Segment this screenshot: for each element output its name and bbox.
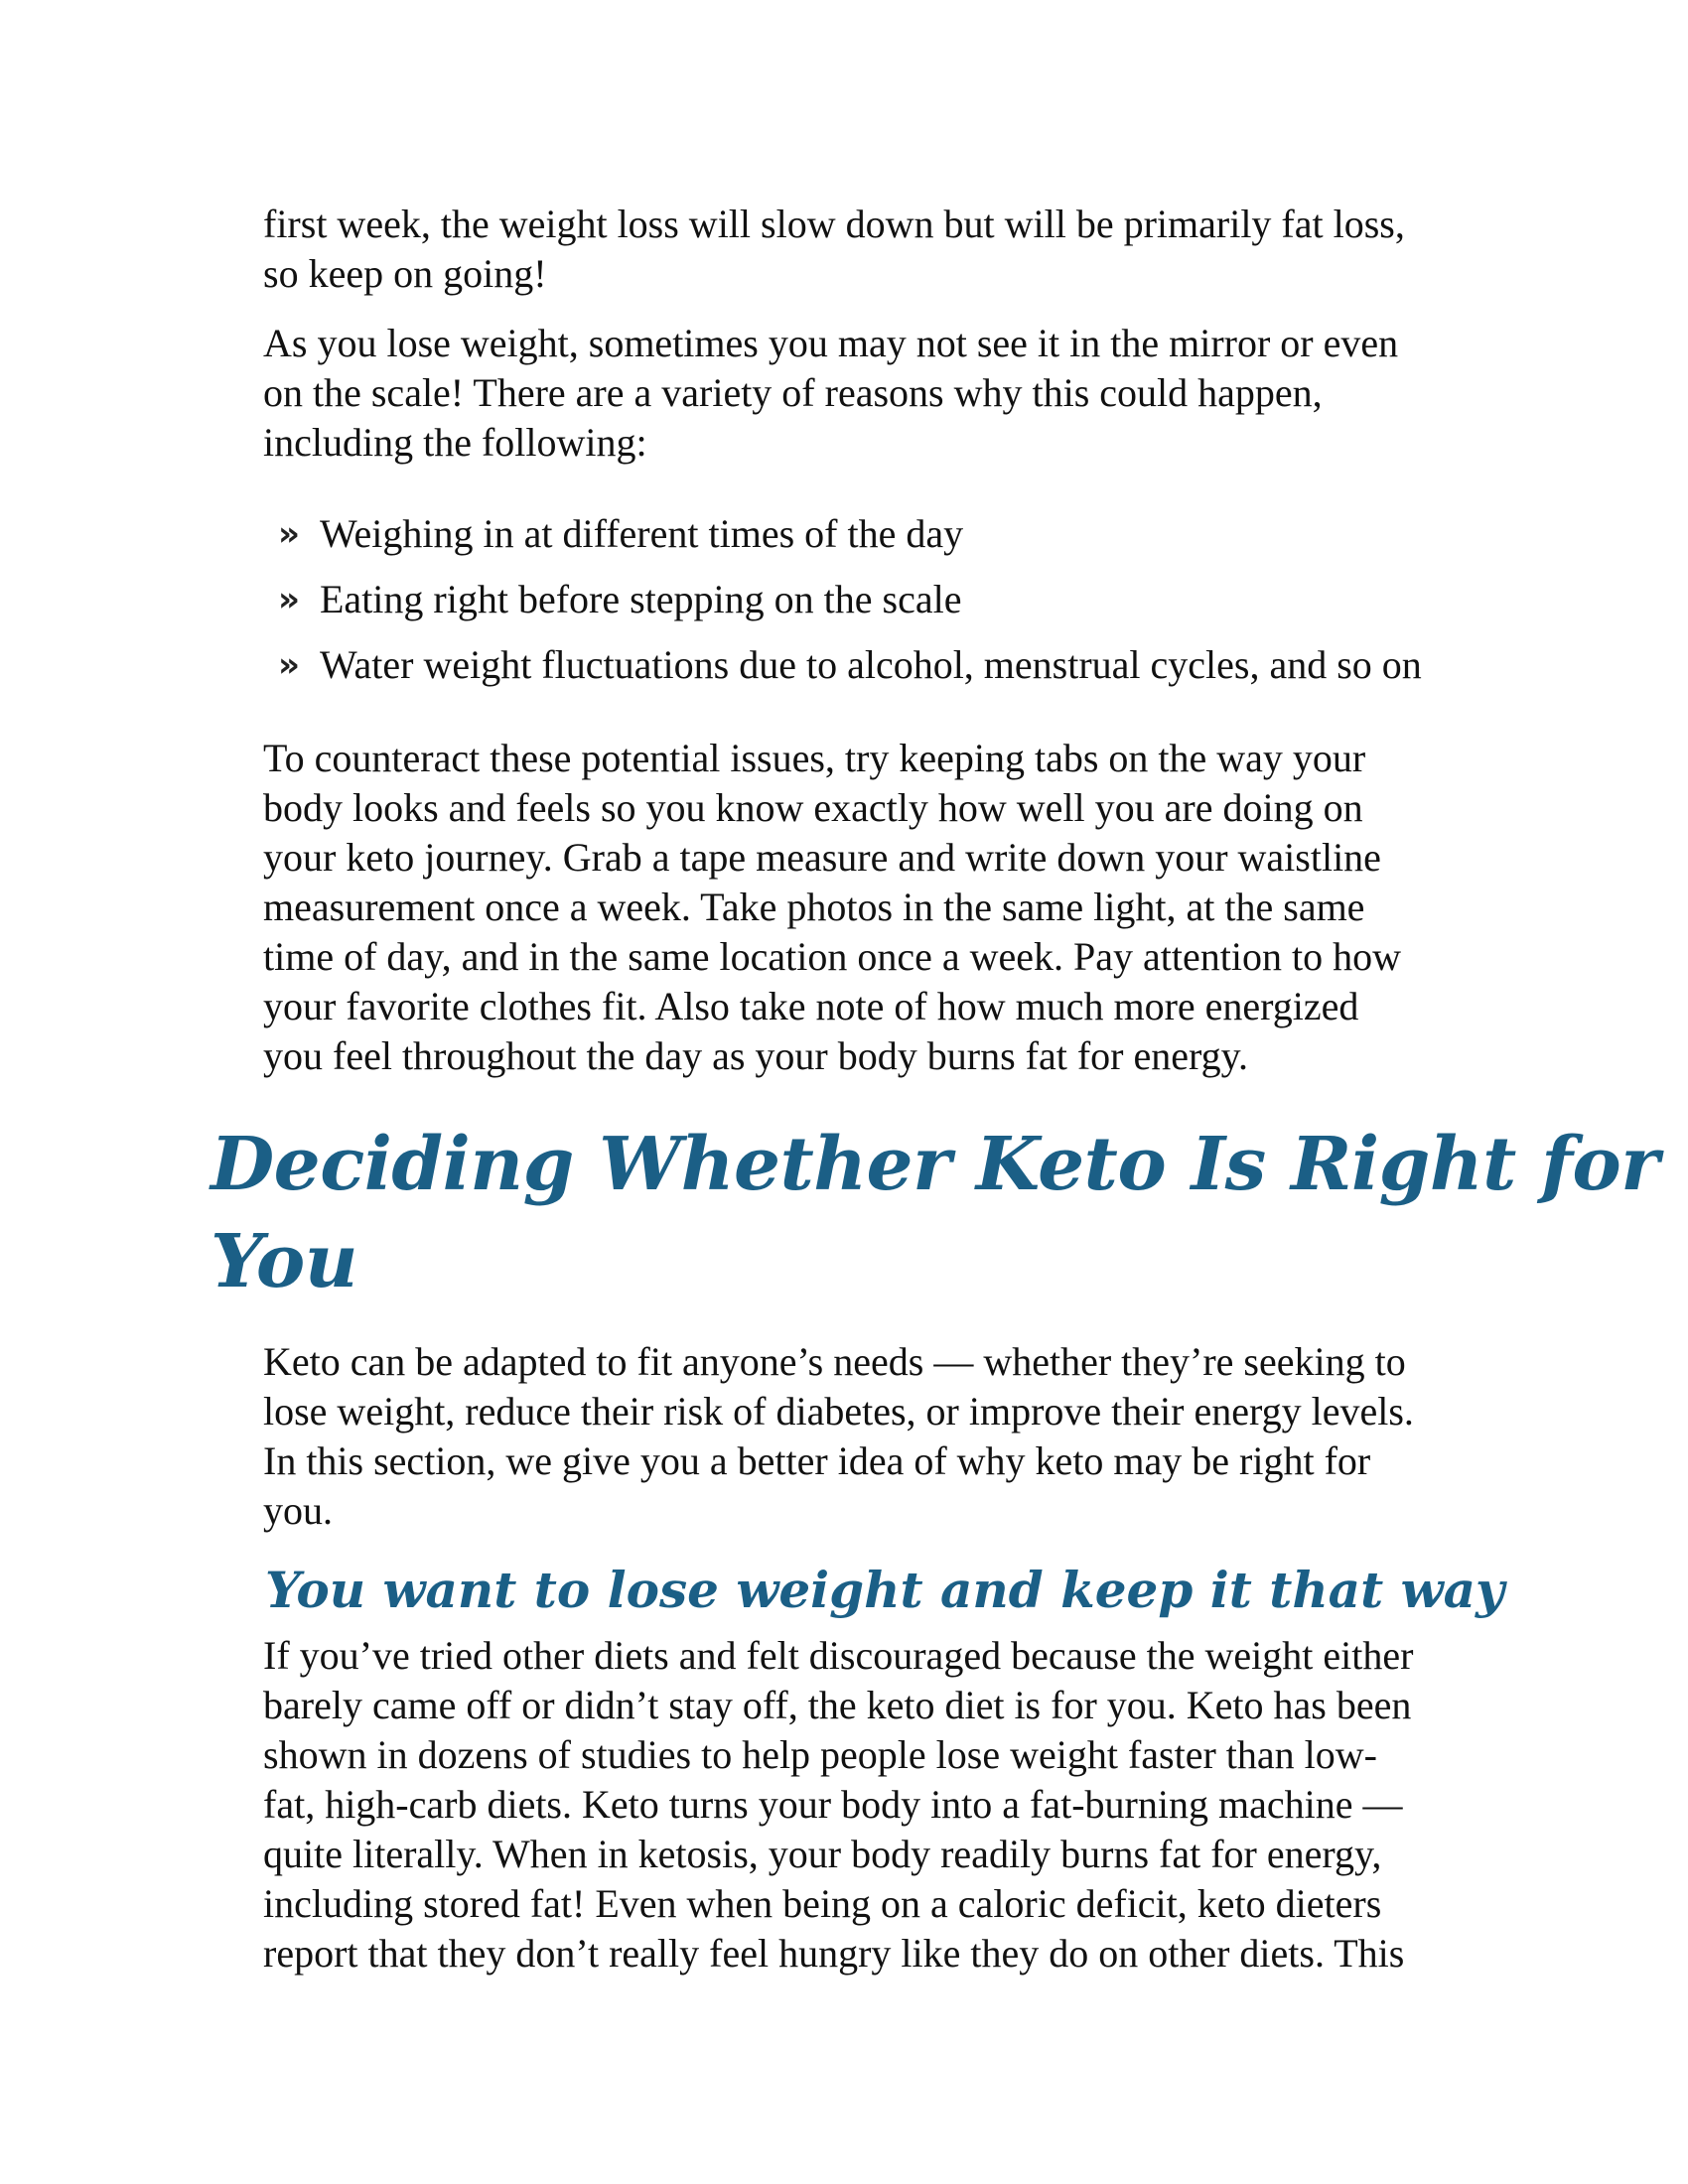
text-line: including the following:: [263, 420, 647, 465]
double-chevron-right-icon: ››: [278, 580, 295, 619]
text-line: body looks and feels so you know exactly how well you are doing on: [263, 785, 1363, 830]
list-item-text: Water weight fluctuations due to alcohol, menstrual cycles, and so on: [320, 642, 1422, 687]
counteract-paragraph: [263, 734, 1475, 1081]
text-line: If you’ve tried other diets and felt discouraged because the weight either: [263, 1633, 1414, 1678]
text-line: on the scale! There are a variety of reasons why this could happen,: [263, 370, 1323, 415]
text-line: lose weight, reduce their risk of diabetes, or improve their energy levels.: [263, 1389, 1414, 1433]
text-line: quite literally. When in ketosis, your body readily burns fat for energy,: [263, 1832, 1382, 1876]
text-line: your favorite clothes fit. Also take note of how much more energized: [263, 984, 1359, 1028]
text-line: To counteract these potential issues, try keeping tabs on the way your: [263, 736, 1366, 780]
text-line: Keto can be adapted to fit anyone’s needs — whether they’re seeking to: [263, 1339, 1406, 1384]
text-line: barely came off or didn’t stay off, the keto diet is for you. Keto has been: [263, 1683, 1412, 1727]
list-item: [278, 640, 1422, 706]
double-chevron-right-icon: ››: [278, 645, 295, 685]
text-line: time of day, and in the same location once a week. Pay attention to how: [263, 934, 1401, 979]
text-line: shown in dozens of studies to help people lose weight faster than low-: [263, 1732, 1377, 1777]
section-heading: [211, 1116, 1659, 1310]
heading-line: You: [211, 1219, 358, 1304]
text-line: In this section, we give you a better idea of why keto may be right for: [263, 1438, 1371, 1483]
list-item: [278, 509, 1422, 575]
intro-paragraph: [263, 200, 1475, 299]
list-item: [278, 575, 1422, 640]
heading-line: Deciding Whether Keto Is Right for: [211, 1122, 1659, 1207]
text-line: fat, high-carb diets. Keto turns your body into a fat-burning machine —: [263, 1782, 1403, 1827]
text-line: report that they don’t really feel hungry like they do on other diets. This: [263, 1931, 1405, 1976]
text-line: As you lose weight, sometimes you may not see it in the mirror or even: [263, 321, 1399, 365]
scale-reasons-paragraph: [263, 319, 1475, 468]
text-line: measurement once a week. Take photos in the same light, at the same: [263, 885, 1365, 929]
lose-weight-paragraph: [263, 1631, 1475, 1979]
text-line: so keep on going!: [263, 251, 547, 296]
list-item-text: Eating right before stepping on the scale: [320, 577, 962, 621]
text-line: including stored fat! Even when being on a caloric deficit, keto dieters: [263, 1881, 1382, 1926]
text-line: you.: [263, 1488, 333, 1533]
reasons-bullet-list: [278, 509, 1422, 706]
text-line: first week, the weight loss will slow down but will be primarily fat loss,: [263, 202, 1405, 246]
double-chevron-right-icon: ››: [278, 514, 295, 554]
text-line: you feel throughout the day as your body burns fat for energy.: [263, 1033, 1248, 1078]
adapted-paragraph: [263, 1337, 1475, 1536]
subsection-heading: You want to lose weight and keep it that way: [265, 1561, 1505, 1619]
text-line: your keto journey. Grab a tape measure and write down your waistline: [263, 835, 1381, 880]
list-item-text: Weighing in at different times of the day: [320, 511, 964, 556]
